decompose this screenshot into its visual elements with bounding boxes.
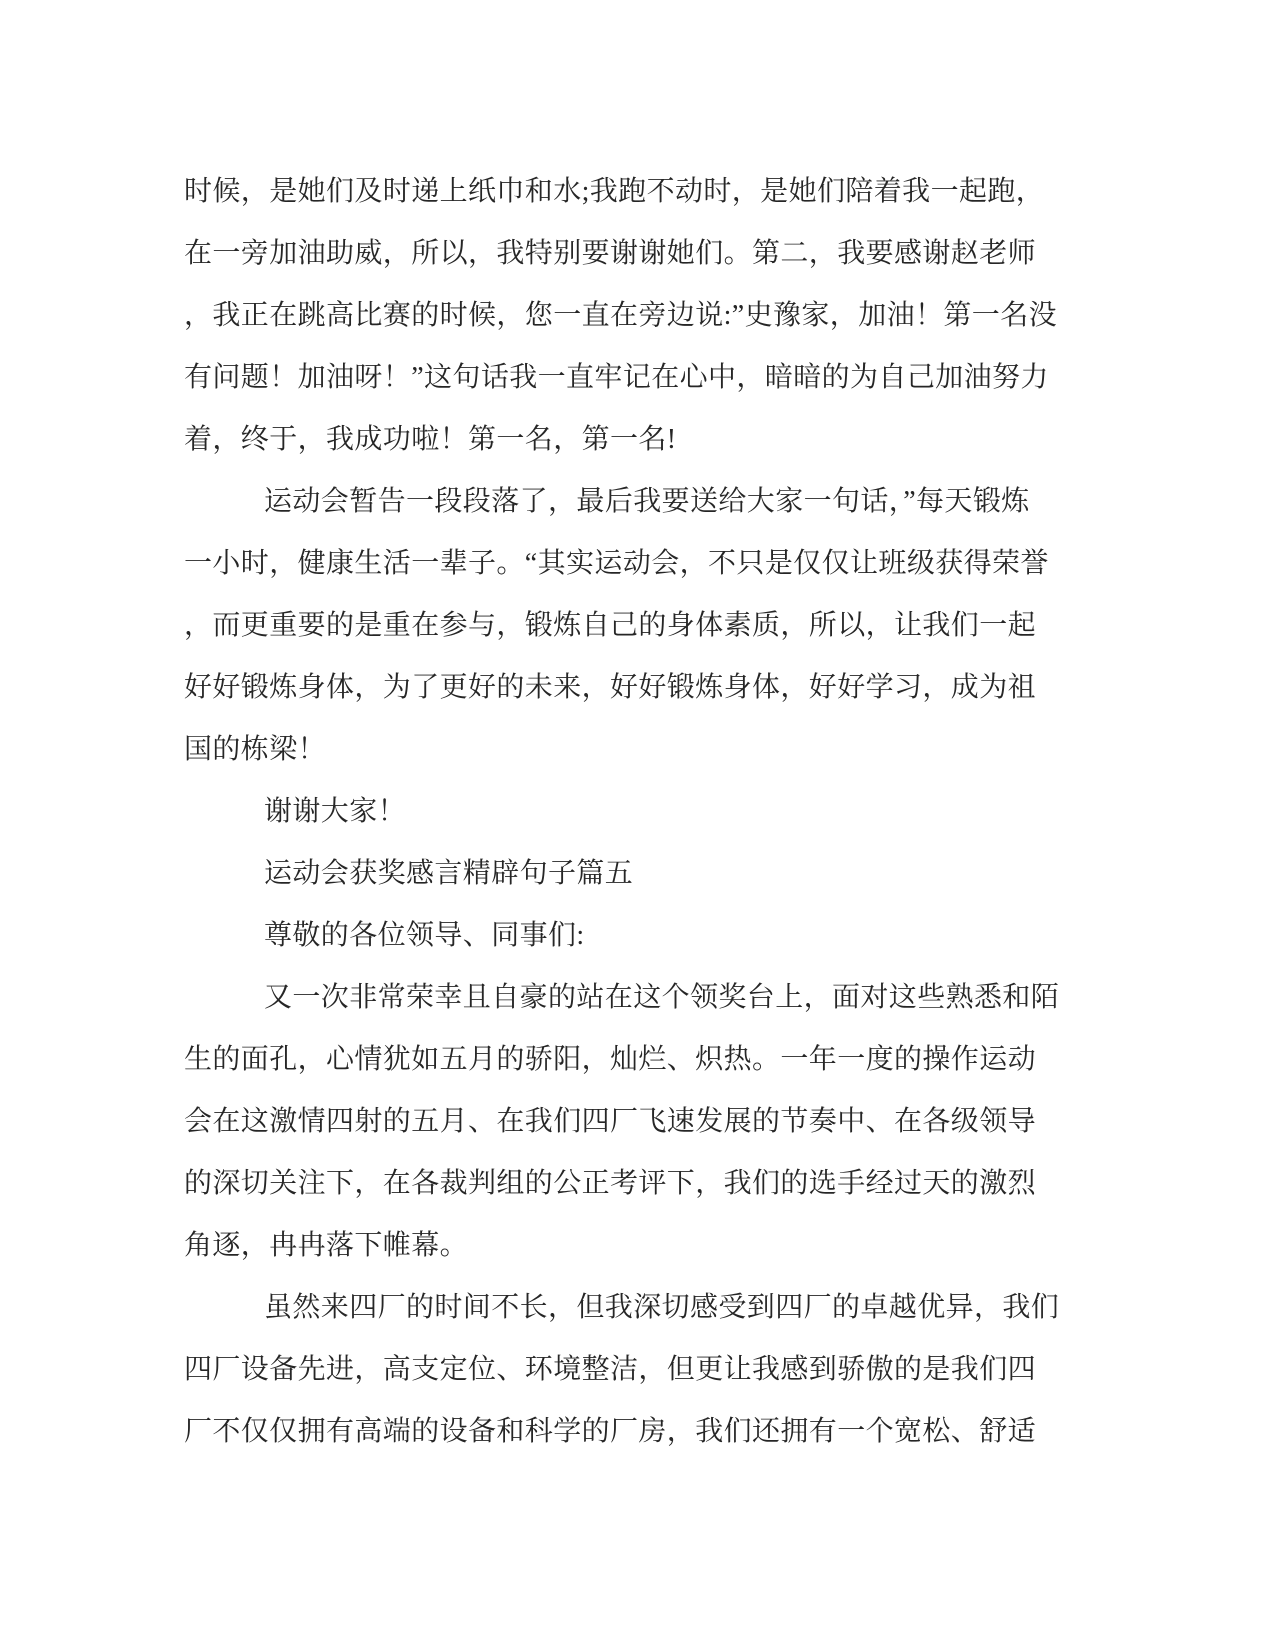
text-line: 谢谢大家！ [264, 796, 407, 827]
text-line: 运动会获奖感言精辟句子篇五 [264, 858, 634, 889]
text-line: 运动会暂告一段段落了，最后我要送给大家一句话，”每天锻炼 [264, 486, 1030, 517]
text-line: 尊敬的各位领导、同事们: [264, 920, 585, 951]
text-line: 一小时，健康生活一辈子。“其实运动会，不只是仅仅让班级获得荣誉 [184, 548, 1049, 579]
text-line: 国的栋梁！ [184, 734, 327, 765]
text-line: 时候，是她们及时递上纸巾和水;我跑不动时，是她们陪着我一起跑， [184, 176, 1045, 207]
text-line: 四厂设备先进，高支定位、环境整洁，但更让我感到骄傲的是我们四 [184, 1354, 1037, 1385]
text-line: 又一次非常荣幸且自豪的站在这个领奖台上，面对这些熟悉和陌 [264, 982, 1060, 1013]
text-line: ，我正在跳高比赛的时候，您一直在旁边说:”史豫家，加油！第一名没 [184, 300, 1058, 331]
text-line: 着，终于，我成功啦！第一名，第一名! [184, 424, 677, 455]
document-text-block [184, 161, 1105, 1463]
text-line: 会在这激情四射的五月、在我们四厂飞速发展的节奏中、在各级领导 [184, 1106, 1037, 1137]
text-line: 好好锻炼身体，为了更好的未来，好好锻炼身体，好好学习，成为祖 [184, 672, 1037, 703]
text-line: 虽然来四厂的时间不长，但我深切感受到四厂的卓越优异，我们 [264, 1292, 1060, 1323]
text-line: 角逐，冉冉落下帷幕。 [184, 1230, 469, 1261]
text-line: 在一旁加油助威，所以，我特别要谢谢她们。第二，我要感谢赵老师 [184, 238, 1037, 269]
text-line: 生的面孔，心情犹如五月的骄阳，灿烂、炽热。一年一度的操作运动 [184, 1044, 1037, 1075]
text-line: 有问题！加油呀！”这句话我一直牢记在心中，暗暗的为自己加油努力 [184, 362, 1049, 393]
text-line: ，而更重要的是重在参与，锻炼自己的身体素质，所以，让我们一起 [184, 610, 1037, 641]
text-line: 厂不仅仅拥有高端的设备和科学的厂房，我们还拥有一个宽松、舒适 [184, 1416, 1037, 1447]
text-line: 的深切关注下，在各裁判组的公正考评下，我们的选手经过天的激烈 [184, 1168, 1037, 1199]
